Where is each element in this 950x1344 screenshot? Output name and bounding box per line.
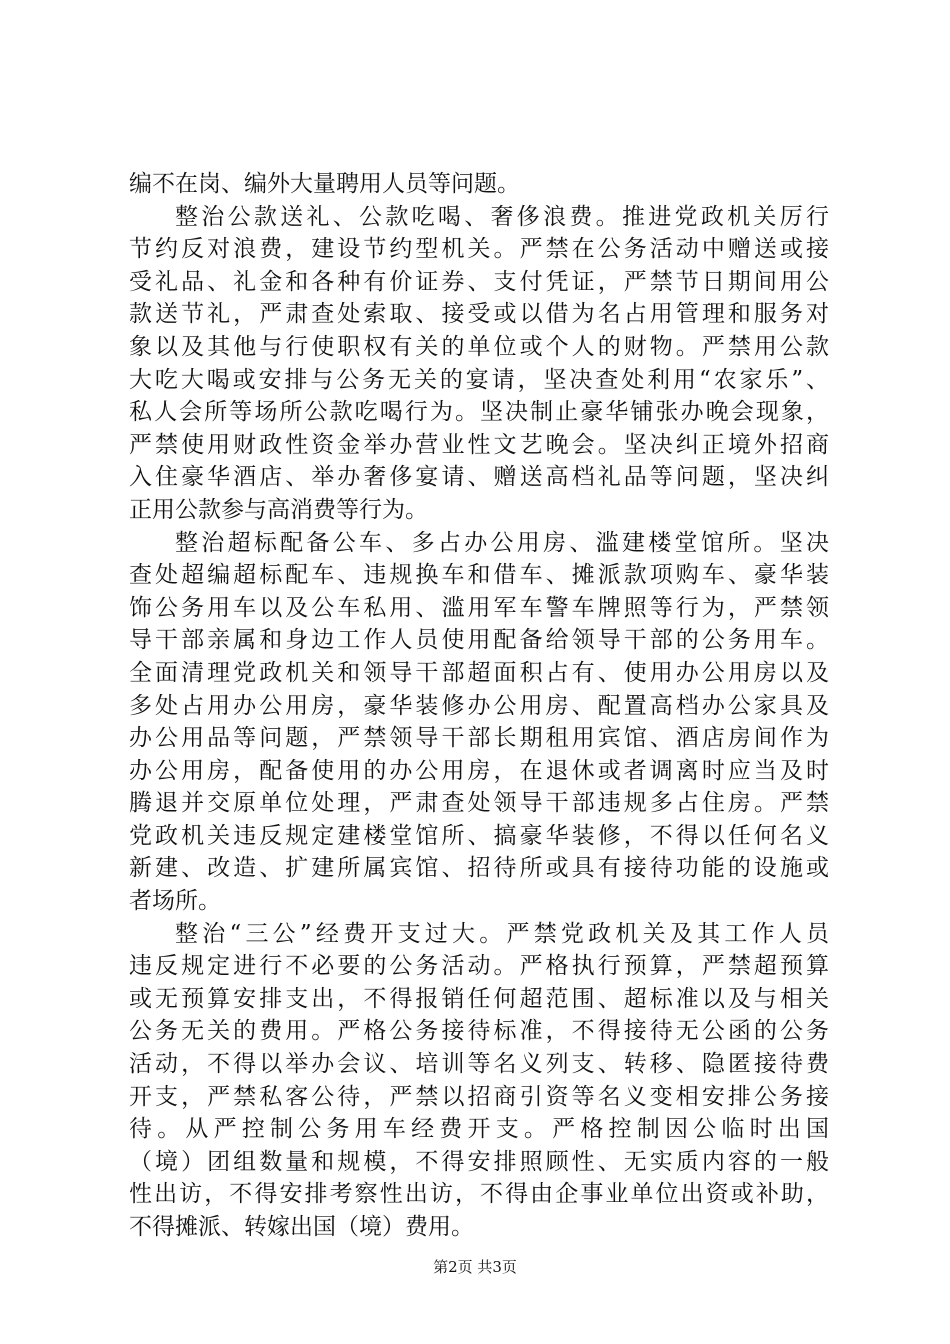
text-line: 办公用房，配备使用的办公用房，在退休或者调离时应当及时 [129,757,829,784]
text-line: 违反规定进行不必要的公务活动。严格执行预算，严禁超预算 [129,953,829,980]
text-line: 腾退并交原单位处理，严肃查处领导干部违规多占住房。严禁 [129,790,829,817]
text-line: 款送节礼，严肃查处索取、接受或以借为名占用管理和服务对 [129,301,829,328]
text-line: 严禁使用财政性资金举办营业性文艺晚会。坚决纠正境外招商 [129,431,829,458]
paragraph [129,168,829,201]
text-line: 者场所。 [129,888,221,915]
paragraph [129,201,829,527]
text-line: 公务无关的费用。严格公务接待标准，不得接待无公函的公务 [129,1018,829,1045]
paragraph [129,918,829,1244]
text-line: 入住豪华酒店、举办奢侈宴请、赠送高档礼品等问题，坚决纠 [129,464,829,491]
text-line: 查处超编超标配车、违规换车和借车、摊派款项购车、豪华装 [129,562,829,589]
text-line: 办公用品等问题，严禁领导干部长期租用宾馆、酒店房间作为 [129,725,829,752]
text-line: 象以及其他与行使职权有关的单位或个人的财物。严禁用公款 [129,333,829,360]
paragraph [129,527,829,918]
text-line: 或无预算安排支出，不得报销任何超范围、超标准以及与相关 [129,985,829,1012]
text-line: 新建、改造、扩建所属宾馆、招待所或具有接待功能的设施或 [129,855,829,882]
text-line: 导干部亲属和身边工作人员使用配备给领导干部的公务用车。 [129,627,829,654]
text-line: 正用公款参与高消费等行为。 [129,496,428,523]
text-line: 受礼品、礼金和各种有价证券、支付凭证，严禁节日期间用公 [129,268,829,295]
text-line: 编不在岗、编外大量聘用人员等问题。 [129,171,520,197]
text-line: 整治超标配备公车、多占办公用房、滥建楼堂馆所。坚决 [175,529,829,556]
text-line: 饰公务用车以及公车私用、滥用军车警车牌照等行为，严禁领 [129,594,829,621]
text-line: 私人会所等场所公款吃喝行为。坚决制止豪华铺张办晚会现象， [129,399,829,426]
text-line: 整治“三公”经费开支过大。严禁党政机关及其工作人员 [175,920,829,947]
text-line: 待。从严控制公务用车经费开支。严格控制因公临时出国 [129,1116,829,1143]
text-line: 大吃大喝或安排与公务无关的宴请，坚决查处利用“农家乐”、 [129,366,829,393]
document-body [129,168,829,1244]
text-line: 活动，不得以举办会议、培训等名义列支、转移、隐匿接待费 [129,1051,829,1078]
text-line: 党政机关违反规定建楼堂馆所、搞豪华装修，不得以任何名义 [129,822,829,849]
text-line: （境）团组数量和规模，不得安排照顾性、无实质内容的一般 [129,1148,829,1175]
text-line: 全面清理党政机关和领导干部超面积占有、使用办公用房以及 [129,659,829,686]
text-line: 不得摊派、转嫁出国（境）费用。 [129,1214,474,1240]
text-line: 开支，严禁私客公待，严禁以招商引资等名义变相安排公务接 [129,1083,829,1110]
text-line: 整治公款送礼、公款吃喝、奢侈浪费。推进党政机关厉行 [175,203,829,230]
text-line: 节约反对浪费，建设节约型机关。严禁在公务活动中赠送或接 [129,236,829,263]
text-line: 性出访，不得安排考察性出访，不得由企事业单位出资或补助， [129,1181,829,1208]
text-line: 多处占用办公用房，豪华装修办公用房、配置高档办公家具及 [129,692,829,719]
page-number-footer: 第2页 共3页 [433,1258,517,1276]
